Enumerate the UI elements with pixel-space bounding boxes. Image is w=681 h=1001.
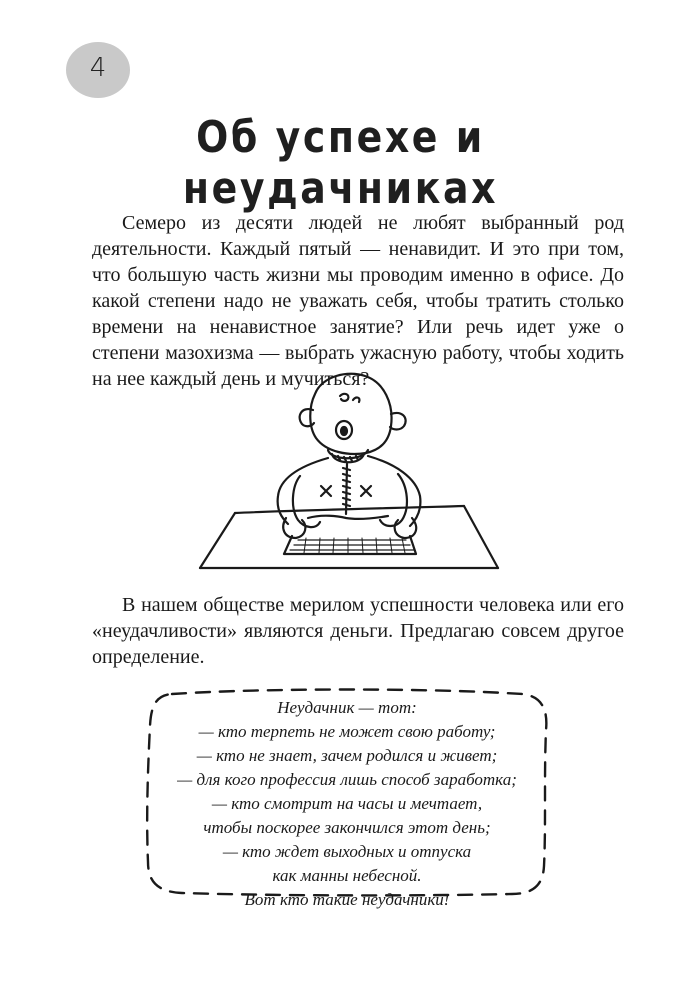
definition-text xyxy=(142,696,552,912)
money-paragraph: В нашем обществе мерилом успешности человека или его «неудачливости» являются деньги. Предлагаю совсем другое определение. xyxy=(92,594,624,668)
definition-line: Неудачник — тот: xyxy=(277,698,417,717)
intro-paragraph: Семеро из десяти людей не любят выбранный род деятельности. Каждый пятый — ненавидит. И это при том, что большую часть жизни мы проводим именно в офисе. До какой степени надо не уважать себя, чтобы тратить столько времени на ненавистное занятие? Или речь идет уже о степени мазохизма — выбрать ужасную работу, чтобы ходить на нее каждый день и мучиться? xyxy=(92,212,624,390)
page-number-badge xyxy=(66,42,130,98)
definition-line: Вот кто такие неудачники! xyxy=(244,890,450,909)
definition-line: — для кого профессия лишь способ заработка; xyxy=(177,770,517,789)
definition-line: — кто ждет выходных и отпуска xyxy=(222,842,472,861)
definition-line: чтобы поскорее закончился этот день; xyxy=(203,818,491,837)
definition-line: — кто терпеть не может свою работу; xyxy=(198,722,496,741)
definition-line: — кто смотрит на часы и мечтает, xyxy=(211,794,483,813)
chapter-title: Об успехе и неудачниках xyxy=(182,112,499,214)
definition-line: как манны небесной. xyxy=(272,866,422,885)
definition-line: — кто не знает, зачем родился и живет; xyxy=(196,746,498,765)
definition-box xyxy=(142,686,552,909)
office-worker-illustration xyxy=(180,368,520,573)
page-number: 4 xyxy=(89,53,107,83)
